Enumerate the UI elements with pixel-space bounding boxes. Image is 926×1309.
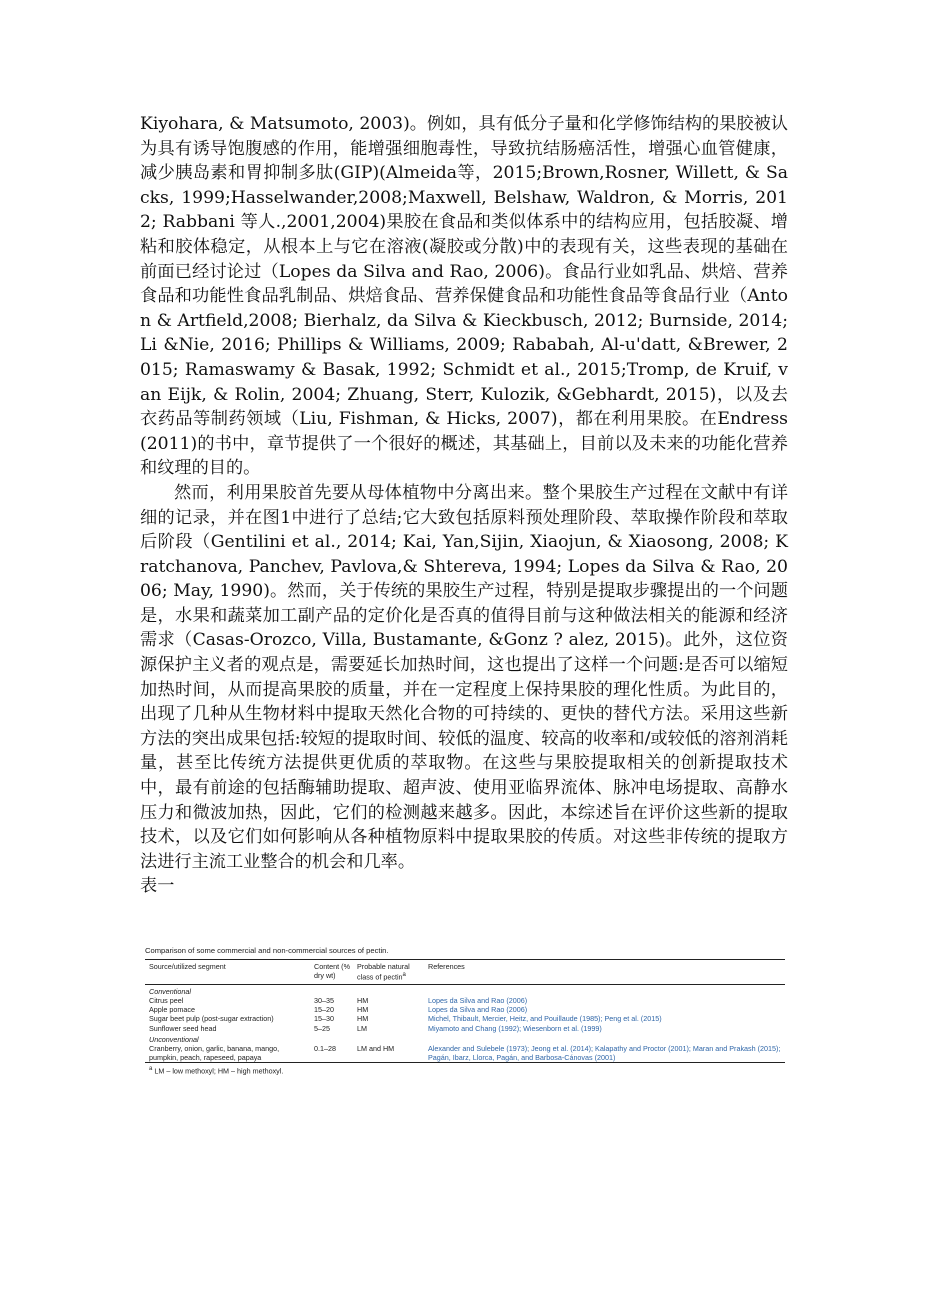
header-class-footnote-mark: a [402, 972, 406, 979]
cell-content: 30–35 [314, 996, 334, 1005]
group-label: Unconventional [149, 1034, 199, 1044]
header-source: Source/utilized segment [149, 962, 226, 971]
group-row-unconventional [145, 1033, 785, 1044]
cell-source: Cranberry, onion, garlic, banana, mango, pumpkin, peach, rapeseed, papaya [149, 1044, 280, 1063]
cell-content: 0.1–28 [314, 1044, 336, 1054]
cell-references[interactable]: Alexander and Sulebele (1973); Jeong et al. (2014); Kalapathy and Proctor (2001); Maran and Prakash (2015); Pagán, Ibarz, Llorca, Pagán, and Barbosa-Cánovas (2001) [428, 1044, 781, 1063]
table-row [145, 1014, 785, 1023]
cell-class: HM [357, 1014, 369, 1024]
cell-references[interactable]: Lopes da Silva and Rao (2006) [428, 1005, 528, 1015]
table-header-row [145, 960, 785, 985]
header-class [353, 960, 424, 985]
header-content: Content (% dry wt) [314, 962, 350, 981]
cell-class: LM and HM [357, 1044, 395, 1054]
table-row [145, 1005, 785, 1014]
header-class-text: Probable natural class of pectin [357, 962, 410, 982]
document-body [140, 112, 788, 899]
cell-content: 15–20 [314, 1005, 334, 1015]
table-row [145, 1044, 785, 1063]
cell-class: HM [357, 1005, 369, 1015]
paragraph-1: Kiyohara, & Matsumoto, 2003)。例如，具有低分子量和化学修饰结构的果胶被认为具有诱导饱腹感的作用，能增强细胞毒性，导致抗结肠癌活性，增强心血管健康，减少胰岛素和胃抑制多肽(GIP)(Almeida等，2015;Brown,Rosner, Willett, & Sacks, 1999;Hasselwander,2008;Maxwell, Belshaw, Waldron, & Morris, 2012; Rabbani 等人.,2001,2004)果胶在食品和类似体系中的结构应用，包括胶凝、增粘和胶体稳定，从根本上与它在溶液(凝胶或分散)中的表现有关，这些表现的基础在前面已经讨论过（Lopes da Silva and Rao, 2006)。食品行业如乳品、烘焙、营养食品和功能性食品乳制品、烘焙食品、营养保健食品和功能性食品等食品行业（Anton & Artfield,2008; Bierhalz, da Silva & Kieckbusch, 2012; Burnside, 2014; Li &Nie, 2016; Phillips & Williams, 2009; Rababah, Al-u'datt, &Brewer, 2015; Ramaswamy & Basak, 1992; Schmidt et al., 2015;Tromp, de Kruif, van Eijk, & Rolin, 2004; Zhuang, Sterr, Kulozik, &Gebhardt, 2015)，以及去衣药品等制药领域（Liu, Fishman, & Hicks, 2007)，都在利用果胶。在Endress(2011)的书中，章节提供了一个很好的概述，其基础上，目前以及未来的功能化营养和纹理的目的。 [140, 114, 788, 479]
table-footnote [145, 1066, 785, 1075]
cell-content: 15–30 [314, 1014, 334, 1024]
cell-source: Apple pomace [149, 1005, 195, 1015]
cell-references[interactable]: Lopes da Silva and Rao (2006) [428, 996, 528, 1005]
table-row [145, 1024, 785, 1033]
cell-source: Sugar beet pulp (post-sugar extraction) [149, 1014, 274, 1024]
cell-references[interactable]: Miyamoto and Chang (1992); Wiesenborn et al. (1999) [428, 1023, 602, 1033]
cell-class: HM [357, 996, 369, 1005]
pectin-sources-table [145, 946, 785, 1076]
table-caption: Comparison of some commercial and non-commercial sources of pectin. [145, 946, 389, 955]
group-row-conventional [145, 984, 785, 996]
cell-source: Sunflower seed head [149, 1023, 217, 1033]
footnote-text: LM – low methoxyl; HM – high methoxyl. [154, 1066, 284, 1076]
cell-source: Citrus peel [149, 996, 184, 1005]
footnote-mark: a [149, 1066, 153, 1073]
table-label: 表一 [140, 876, 175, 897]
paragraph-2: 然而，利用果胶首先要从母体植物中分离出来。整个果胶生产过程在文献中有详细的记录，并在图1中进行了总结;它大致包括原料预处理阶段、萃取操作阶段和萃取后阶段（Gentilini et al., 2014; Kai, Yan,Sijin, Xiaojun, & Xiaosong, 2008; Kratchanova, Panchev, Pavlova,& Shtereva, 1994; Lopes da Silva & Rao, 2006; May, 1990)。然而，关于传统的果胶生产过程，特别是提取步骤提出的一个问题是，水果和蔬菜加工副产品的定价化是否真的值得目前与这种做法相关的能源和经济需求（Casas-Orozco, Villa, Bustamante, &Gonz ? alez, 2015)。此外，这位资源保护主义者的观点是，需要延长加热时间，这也提出了这样一个问题:是否可以缩短加热时间，从而提高果胶的质量，并在一定程度上保持果胶的理化性质。为此目的，出现了几种从生物材料中提取天然化合物的可持续的、更快的替代方法。采用这些新方法的突出成果包括:较短的提取时间、较低的温度、较高的收率和/或较低的溶剂消耗量，甚至比传统方法提供更优质的萃取物。在这些与果胶提取相关的创新提取技术中，最有前途的包括酶辅助提取、超声波、使用亚临界流体、脉冲电场提取、高静水压力和微波加热，因此，它们的检测越来越多。因此，本综述旨在评价这些新的提取技术，以及它们如何影响从各种植物原料中提取果胶的传质。对这些非传统的提取方法进行主流工业整合的机会和几率。 [140, 482, 788, 872]
cell-references[interactable]: Michel, Thibault, Mercier, Heitz, and Pouillaude (1985); Peng et al. (2015) [428, 1014, 662, 1024]
table [145, 959, 785, 1063]
table-row [145, 996, 785, 1005]
group-label: Conventional [149, 986, 191, 996]
cell-content: 5–25 [314, 1023, 330, 1033]
header-references: References [428, 962, 465, 971]
cell-class: LM [357, 1023, 367, 1033]
